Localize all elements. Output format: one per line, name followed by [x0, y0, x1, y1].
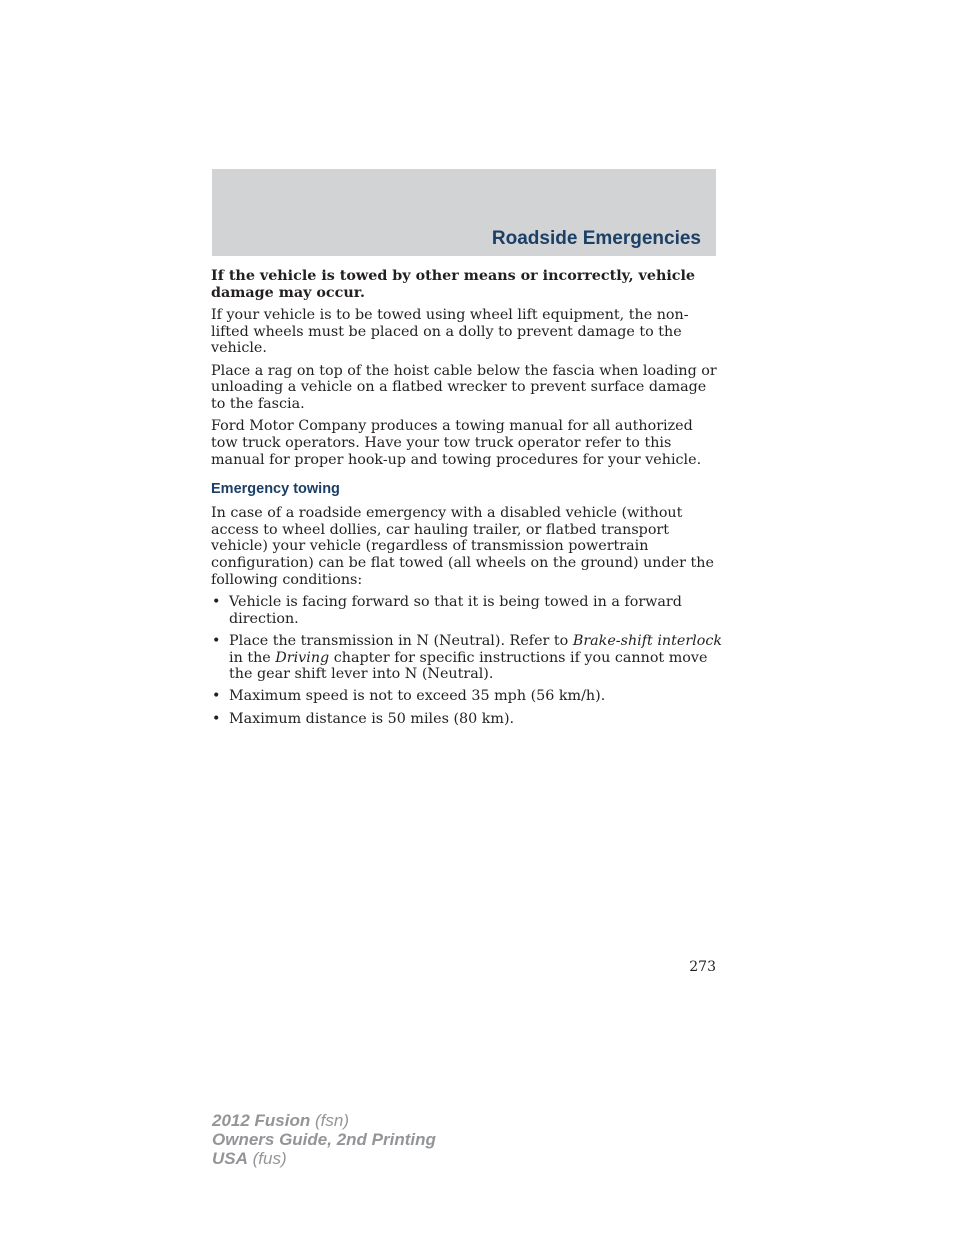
list-item	[211, 594, 723, 627]
list-item-text: Place the transmission in N (Neutral). Refer to	[229, 632, 573, 649]
cross-reference-driving: Driving	[275, 649, 330, 666]
footer-line-market	[212, 1149, 436, 1168]
bullet-icon: •	[212, 688, 221, 705]
section-header-band	[212, 169, 716, 256]
section-title: Roadside Emergencies	[491, 228, 701, 249]
list-item-text: chapter for specific instructions if you cannot move the gear shift lever into N (Neutral).	[229, 649, 708, 683]
footer-model-code: (fsn)	[315, 1111, 349, 1130]
list-item	[211, 688, 723, 705]
footer-market: USA	[212, 1149, 248, 1168]
bullet-icon: •	[212, 632, 221, 649]
paragraph-rag-hoist: Place a rag on top of the hoist cable below the fascia when loading or unloading a vehicle on a flatbed wrecker to prevent surface damage to the fascia.	[211, 362, 717, 412]
subheading-emergency-towing: Emergency towing	[211, 481, 340, 498]
warning-text: If the vehicle is towed by other means or incorrectly, vehicle damage may occur.	[211, 268, 695, 301]
footer-line-guide	[212, 1130, 436, 1149]
footer-guide-title: Owners Guide, 2nd Printing	[212, 1130, 436, 1149]
footer-model: 2012 Fusion	[212, 1111, 311, 1130]
cross-reference-brake-shift-interlock: Brake-shift interlock	[572, 632, 723, 649]
bullet-icon: •	[212, 593, 221, 610]
bullet-icon: •	[212, 710, 221, 727]
paragraph-wheel-lift: If your vehicle is to be towed using wheel lift equipment, the non-lifted wheels must be placed on a dolly to prevent damage to the vehicle.	[211, 306, 689, 357]
footer-line-model	[212, 1111, 436, 1130]
list-item	[211, 711, 723, 728]
paragraph-towing-manual: Ford Motor Company produces a towing manual for all authorized tow truck operators. Have your tow truck operator refer to this manual for proper hook-up and towing procedures for your vehicle.	[211, 418, 702, 468]
list-item	[211, 633, 723, 683]
list-item-text: Vehicle is facing forward so that it is being towed in a forward direction.	[229, 593, 682, 627]
footer-edition-info	[212, 1111, 436, 1168]
footer-market-code: (fus)	[252, 1149, 287, 1168]
page-number: 273	[689, 959, 716, 975]
conditions-list	[211, 594, 723, 727]
list-item-text: in the	[229, 649, 276, 666]
paragraph-emergency-intro: In case of a roadside emergency with a disabled vehicle (without access to wheel dollies, car hauling trailer, or flatbed transport vehicle) your vehicle (regardless of transmission powertrain configuration) can be flat towed (all wheels on the ground) under the following conditions:	[211, 504, 714, 588]
list-item-text: Maximum speed is not to exceed 35 mph (56 km/h).	[229, 688, 606, 705]
list-item-text: Maximum distance is 50 miles (80 km).	[229, 710, 515, 727]
page-content	[211, 268, 723, 733]
